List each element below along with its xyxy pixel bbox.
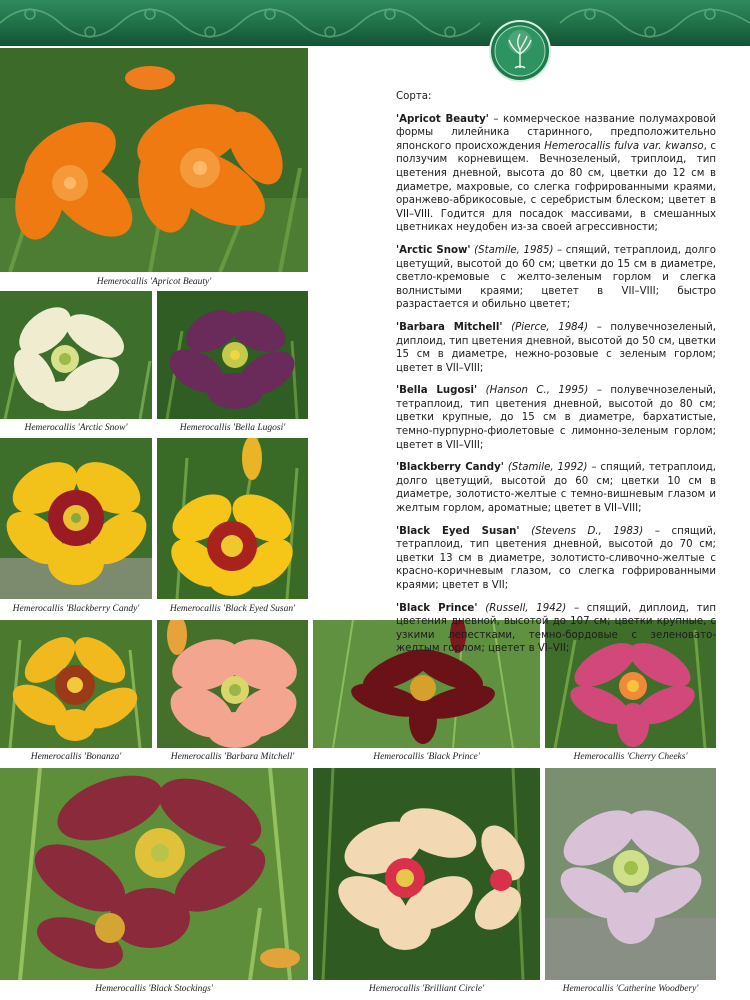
variety-entry: [396, 602, 716, 656]
photo-arctic-snow: [0, 291, 152, 419]
variety-description: – спящий, тетраплоид, тип цветения дневной, высотой до 70 см; цветки 13 см в диаметре, золотисто-сливочно-желтые с красно-коричневым глазом, со слегка гофрированными краями; цветет в VII;: [396, 525, 716, 591]
variety-entry: [396, 113, 716, 235]
varieties-text: [396, 90, 716, 665]
photo-brilliant-circle: [313, 768, 540, 980]
variety-description: – коммерческое название полумахровой формы лилейника старинного, предположительно японского происхождения: [396, 113, 716, 152]
variety-entry: [396, 461, 716, 515]
photo-caption: Hemerocallis 'Bella Lugosi': [179, 423, 286, 433]
variety-author: (Pierce, 1984): [511, 321, 589, 333]
photo-barbara-mitchell: [157, 620, 308, 748]
photo-caption: Hemerocallis 'Brilliant Circle': [368, 984, 485, 994]
variety-name: 'Bella Lugosi': [396, 385, 478, 397]
variety-name: 'Blackberry Candy': [396, 462, 504, 474]
variety-description: , с ползучим корневищем. Вечнозеленый, триплоид, тип цветения дневной, высота до 80 см, цветки до 12 см в диаметре, махровые, со слегка гофрированными краями, оранжево-абрикосовые, с серебристым блеском; цветет в VII–VIII. Годится для посадок массивами, в смешанных цветниках неудобен из-за своей агрессивности;: [396, 140, 716, 234]
photo-catherine-woodbery: [545, 768, 716, 980]
variety-description: – полувечнозеленый, тетраплоид, тип цветения дневной, высотой до 80 см; цветки крупные, до 15 см в диаметре, бархатистые, темно-пурпурно-фиолетовые с лимонно-зеленым горлом; цветет в VII–VIII;: [396, 385, 716, 451]
photo-blackberry-candy: [0, 438, 152, 599]
photo-caption: Hemerocallis 'Catherine Woodbery': [562, 984, 699, 994]
photo-apricot-beauty: [0, 48, 308, 272]
photo-caption: Hemerocallis 'Barbara Mitchell': [170, 752, 295, 762]
variety-name: 'Barbara Mitchell': [396, 321, 503, 333]
photo-caption: Hemerocallis 'Arctic Snow': [24, 423, 128, 433]
tree-emblem-icon: [489, 20, 551, 82]
variety-entry: [396, 321, 716, 375]
variety-description: – спящий, тетраплоид, долго цветущий, высотой до 60 см; цветки до 15 см в диаметре, светло-кремовые с желто-зеленым горлом и слегка волнистыми краями; цветет в VII–VIII; быстро разрастается и обильно цветет;: [396, 244, 716, 311]
photo-bella-lugosi: [157, 291, 308, 419]
variety-description: – спящий, тетраплоид, долго цветущий, высотой до 60 см; цветки 10 см в диаметре, золотисто-желтые с темно-вишневым глазом и желтым горлом, ароматные; цветет в VII–VIII;: [396, 462, 716, 515]
variety-latin-name: Hemerocallis fulva var. kwanso: [544, 140, 704, 152]
variety-name: 'Arctic Snow': [396, 244, 471, 256]
variety-author: (Russell, 1942): [485, 602, 567, 614]
photo-caption: Hemerocallis 'Black Stockings': [95, 984, 213, 994]
photo-caption: Hemerocallis 'Black Prince': [373, 752, 480, 762]
header-band: [0, 0, 750, 46]
variety-entry: [396, 525, 716, 593]
variety-description: – полувечнозеленый, диплоид, тип цветения дневной, высотой до 50 см, цветки 15 см в диаметре, нежно-розовые с зеленым горлом; цветет в VII–VIII;: [396, 321, 717, 374]
photo-caption: Hemerocallis 'Cherry Cheeks': [573, 752, 688, 762]
photo-black-eyed-susan: [157, 438, 308, 599]
variety-description: – спящий, диплоид, тип цветения дневной, высотой до 107 см; цветки крупные, с узкими лепестками, темно-бордовые с зеленовато-желтым горлом; цветет в VI–VII;: [396, 602, 716, 655]
variety-author: (Stevens D., 1983): [531, 525, 644, 537]
variety-name: 'Apricot Beauty': [396, 113, 489, 125]
variety-name: 'Black Prince': [396, 602, 478, 614]
variety-name: 'Black Eyed Susan': [396, 525, 520, 537]
photo-caption: Hemerocallis 'Black Eyed Susan': [169, 604, 296, 614]
variety-entry: [396, 384, 716, 452]
variety-author: (Stamile, 1985): [474, 244, 554, 256]
photo-black-stockings: [0, 768, 308, 980]
photo-caption: Hemerocallis 'Apricot Beauty': [96, 277, 212, 287]
photo-bonanza: [0, 620, 152, 748]
ornament-pattern-icon: [0, 0, 750, 46]
section-heading: Сорта:: [396, 91, 432, 102]
photo-caption: Hemerocallis 'Bonanza': [30, 752, 122, 762]
variety-entry: [396, 244, 716, 312]
variety-author: (Hanson C., 1995): [485, 385, 589, 397]
photo-caption: Hemerocallis 'Blackberry Candy': [12, 604, 140, 614]
variety-author: (Stamile, 1992): [507, 462, 588, 474]
